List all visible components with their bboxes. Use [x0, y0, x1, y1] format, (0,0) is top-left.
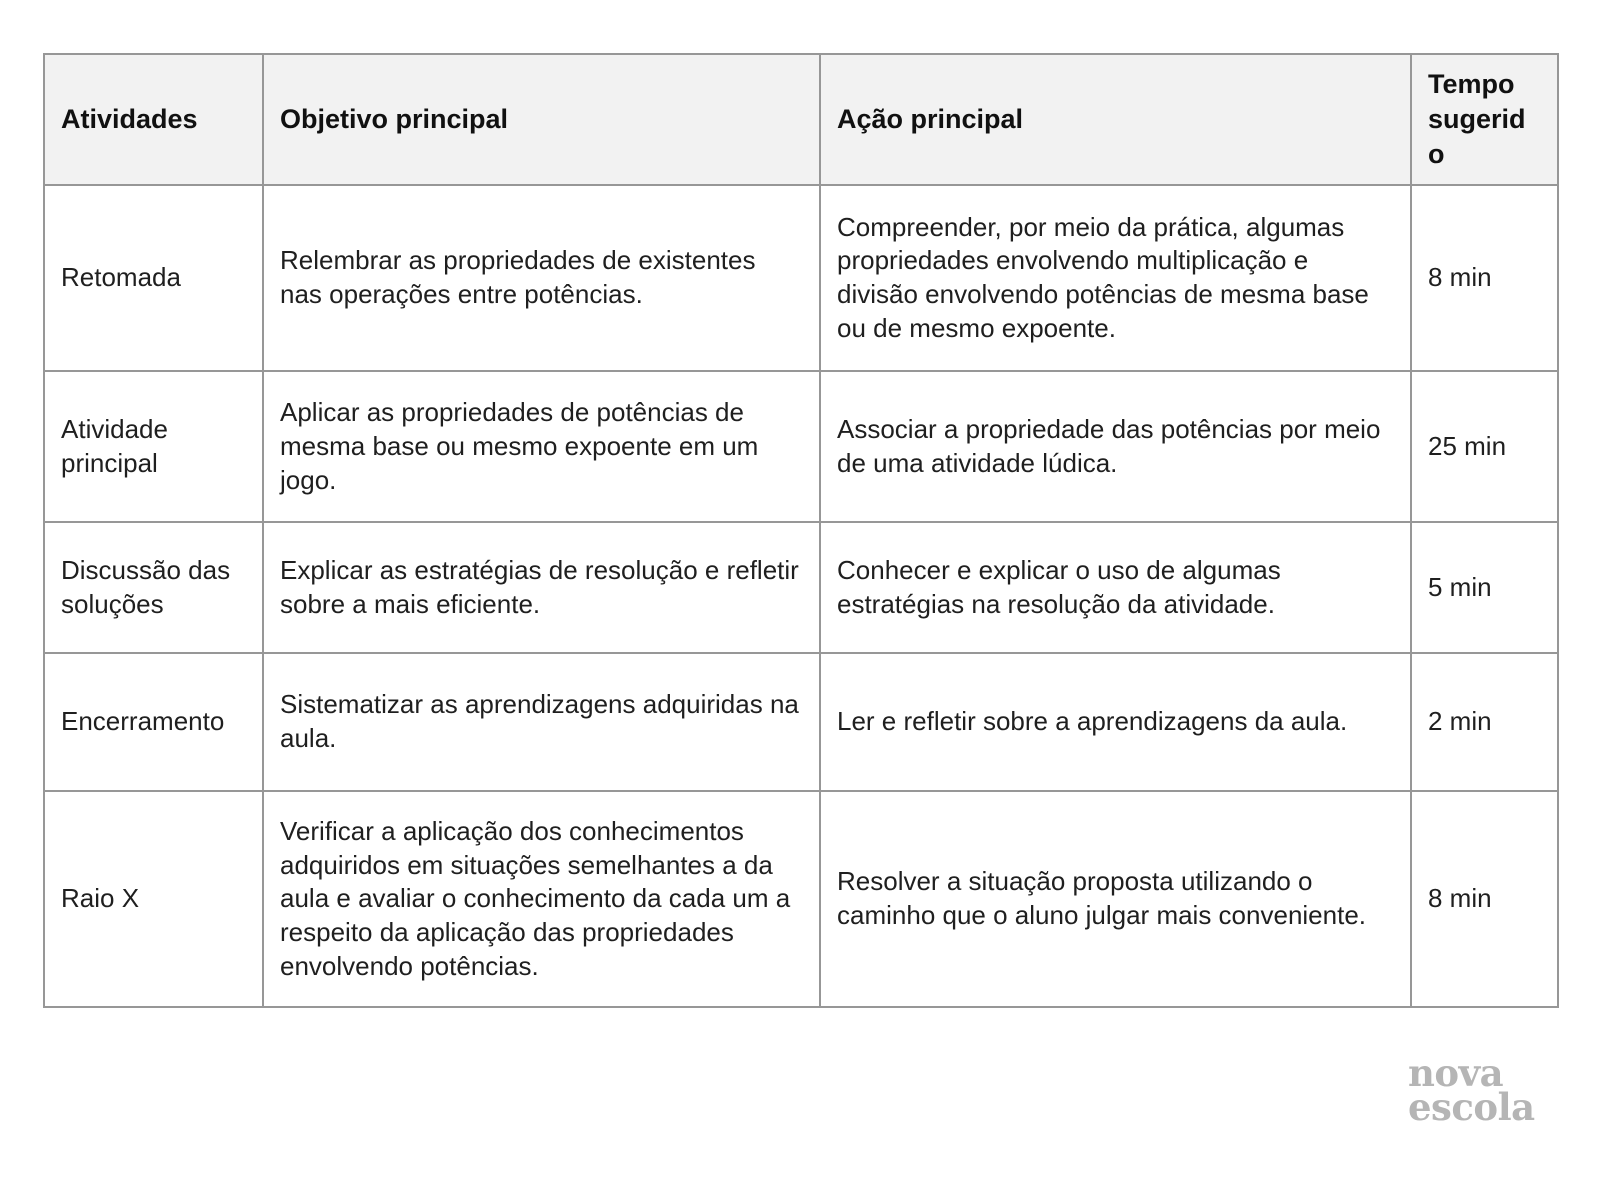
cell-acao: Conhecer e explicar o uso de algumas estratégias na resolução da atividade. — [820, 522, 1411, 653]
cell-acao: Resolver a situação proposta utilizando o caminho que o aluno julgar mais conveniente. — [820, 791, 1411, 1007]
header-acao-principal: Ação principal — [820, 54, 1411, 185]
table-row-retomada — [44, 185, 1558, 371]
table-row-discussao-das-solucoes — [44, 522, 1558, 653]
nova-escola-logo — [1408, 1051, 1535, 1130]
cell-acao: Ler e refletir sobre a aprendizagens da aula. — [820, 653, 1411, 791]
cell-tempo: 25 min — [1411, 371, 1558, 522]
cell-atividade: Retomada — [44, 185, 263, 371]
cell-objetivo: Sistematizar as aprendizagens adquiridas na aula. — [263, 653, 820, 791]
cell-objetivo: Aplicar as propriedades de potências de mesma base ou mesmo expoente em um jogo. — [263, 371, 820, 522]
table-header-row — [44, 54, 1558, 185]
header-tempo-sugerido: Tempo sugerido — [1411, 54, 1558, 185]
lesson-plan-table — [43, 53, 1559, 1008]
cell-atividade: Discussão das soluções — [44, 522, 263, 653]
cell-tempo: 8 min — [1411, 185, 1558, 371]
cell-acao: Compreender, por meio da prática, algumas propriedades envolvendo multiplicação e divisão envolvendo potências de mesma base ou de mesmo expoente. — [820, 185, 1411, 371]
table-row-atividade-principal — [44, 371, 1558, 522]
cell-acao: Associar a propriedade das potências por meio de uma atividade lúdica. — [820, 371, 1411, 522]
cell-tempo: 2 min — [1411, 653, 1558, 791]
cell-atividade: Raio X — [44, 791, 263, 1007]
logo-word-nova: nova — [1408, 1051, 1504, 1095]
cell-objetivo: Relembrar as propriedades de existentes nas operações entre potências. — [263, 185, 820, 371]
cell-objetivo: Verificar a aplicação dos conhecimentos adquiridos em situações semelhantes a da aula e avaliar o conhecimento da cada um a respeito da aplicação das propriedades envolvendo potências. — [263, 791, 820, 1007]
cell-atividade: Atividade principal — [44, 371, 263, 522]
header-objetivo-principal: Objetivo principal — [263, 54, 820, 185]
cell-tempo: 5 min — [1411, 522, 1558, 653]
header-atividades: Atividades — [44, 54, 263, 185]
table-row-raio-x — [44, 791, 1558, 1007]
logo-word-escola: escola — [1408, 1085, 1535, 1130]
cell-atividade: Encerramento — [44, 653, 263, 791]
table-row-encerramento — [44, 653, 1558, 791]
cell-objetivo: Explicar as estratégias de resolução e refletir sobre a mais eficiente. — [263, 522, 820, 653]
cell-tempo: 8 min — [1411, 791, 1558, 1007]
